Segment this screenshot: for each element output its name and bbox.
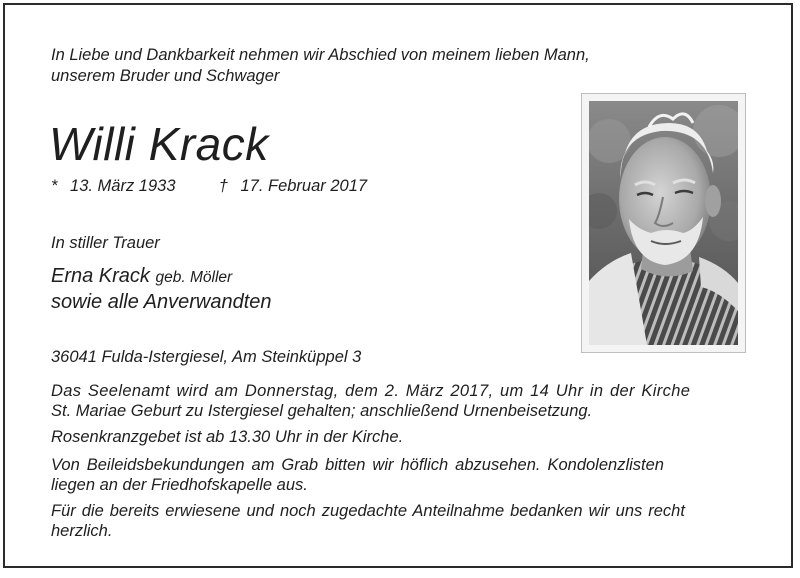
mourning-heading: In stiller Trauer (51, 234, 160, 252)
condolences-paragraph (51, 455, 755, 495)
funeral-paragraph (51, 381, 755, 421)
funeral-line-2: St. Mariae Geburt zu Istergiesel gehalten; anschließend Urnenbeisetzung. (51, 402, 593, 420)
rosary-line: Rosenkranzgebet ist ab 13.30 Uhr in der Kirche. (51, 428, 404, 446)
birth-date: 13. März 1933 (70, 177, 176, 195)
death-date: 17. Februar 2017 (240, 177, 368, 195)
birth-symbol: * (51, 177, 58, 195)
rosary-paragraph (51, 427, 755, 447)
portrait-image (589, 101, 738, 345)
intro-text (51, 45, 590, 87)
funeral-line-1: Das Seelenamt wird am Donnerstag, dem 2. März 2017, um 14 Uhr in der Kirche (51, 382, 691, 400)
deceased-name: Willi Krack (49, 118, 269, 170)
obituary-notice (3, 3, 793, 568)
intro-line-2: unserem Bruder und Schwager (51, 67, 280, 85)
condolences-line-1: Von Beileidsbekundungen am Grab bitten wir höflich abzusehen. Kondolenzlisten (51, 456, 664, 474)
family-address: 36041 Fulda-Istergiesel, Am Steinküppel 3 (51, 348, 362, 366)
primary-mourner-name: Erna Krack (51, 265, 150, 287)
primary-mourner (51, 264, 272, 290)
photo-frame (581, 93, 746, 353)
condolences-line-2: liegen an der Friedhofskapelle aus. (51, 476, 308, 494)
other-mourners: sowie alle Anverwandten (51, 291, 272, 313)
thanks-paragraph (51, 501, 755, 541)
life-dates (51, 176, 367, 197)
death-cross-symbol: † (218, 177, 228, 195)
mourners-list (51, 264, 272, 315)
intro-line-1: In Liebe und Dankbarkeit nehmen wir Abschied von meinem lieben Mann, (51, 46, 590, 64)
thanks-line-1: Für die bereits erwiesene und noch zugedachte Anteilnahme bedanken wir uns recht (51, 502, 685, 520)
thanks-line-2: herzlich. (51, 522, 113, 540)
maiden-name-note: geb. Möller (155, 269, 233, 286)
portrait-photo (589, 101, 738, 345)
